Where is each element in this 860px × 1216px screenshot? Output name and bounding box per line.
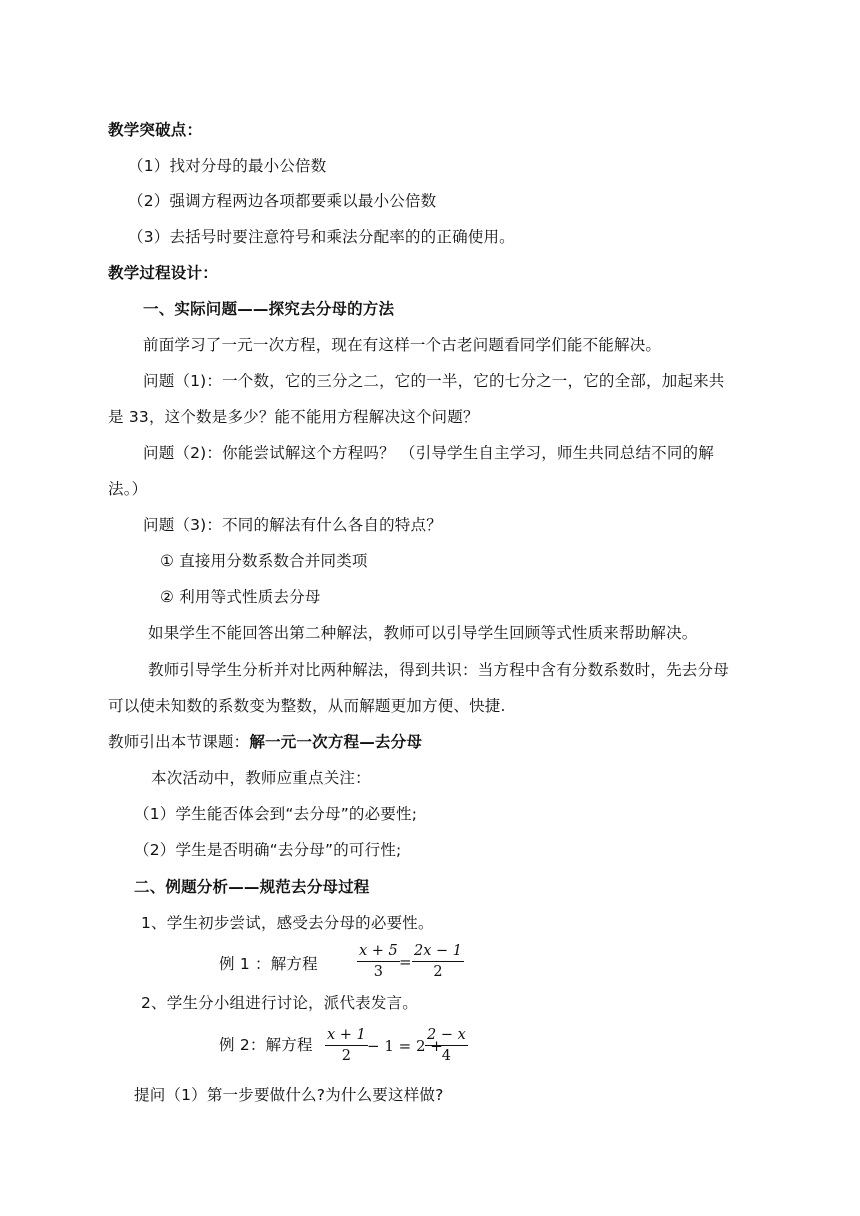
method-1: ① 直接用分数系数合并同类项 (160, 552, 368, 570)
example-1-right-fraction (412, 942, 464, 981)
example-1-equals: = (399, 953, 412, 971)
example-2-middle-expression: − 1 = 2 + (367, 1037, 443, 1055)
intro-paragraph: 前面学习了一元一次方程，现在有这样一个古老问题看同学们能不能解决。 (143, 336, 662, 354)
focus-intro: 本次活动中，教师应重点关注： (151, 769, 371, 787)
example-1-left-denominator: 3 (373, 964, 383, 980)
example-2-right-numerator: 2 − x (425, 1026, 468, 1046)
example-2-right-fraction (425, 1026, 468, 1065)
example-1-left-numerator: x + 5 (357, 942, 400, 962)
question-2-line-1: 问题（2)：你能尝试解这个方程吗？ （引导学生自主学习，师生共同总结不同的解 (143, 444, 714, 462)
question-1-line-2: 是 33，这个数是多少？能不能用方程解决这个问题？ (108, 408, 479, 426)
example-2-label: 例 2：解方程 (219, 1036, 313, 1054)
example-1-right-numerator: 2x − 1 (412, 942, 464, 962)
focus-item-2: （2）学生是否明确“去分母”的可行性; (134, 841, 402, 859)
breakthrough-item-2: （2）强调方程两边各项都要乘以最小公倍数 (128, 192, 437, 210)
breakthrough-item-3: （3）去括号时要注意符号和乘法分配率的的正确使用。 (128, 228, 515, 246)
question-3: 问题（3)：不同的解法有什么各自的特点？ (143, 516, 442, 534)
example-1-left-fraction (357, 942, 400, 981)
process-heading: 教学过程设计： (108, 264, 218, 282)
question-prompt: 提问（1）第一步要做什么?为什么要这样做? (134, 1086, 444, 1104)
example-2-left-denominator: 2 (341, 1048, 351, 1064)
section2-title: 二、例题分析——规范去分母过程 (134, 878, 370, 896)
question-1-line-1: 问题（1)：一个数，它的三分之二，它的一半，它的七分之一，它的全部，加起来共 (143, 372, 725, 390)
guide-paragraph-line-1: 教师引导学生分析并对比两种解法，得到共识：当方程中含有分数系数时，先去分母 (148, 661, 729, 679)
section1-title: 一、实际问题——探究去分母的方法 (143, 300, 395, 318)
example-1-right-denominator: 2 (433, 964, 443, 980)
example-2-left-numerator: x + 1 (325, 1026, 368, 1046)
breakthrough-heading: 教学突破点： (108, 121, 203, 139)
lesson-topic-title: 解一元一次方程—去分母 (249, 733, 423, 751)
breakthrough-item-1: （1）找对分母的最小公倍数 (128, 157, 327, 175)
example-1-label: 例 1 ：解方程 (219, 955, 318, 973)
lesson-topic (108, 732, 422, 752)
step-1: 1、学生初步尝试，感受去分母的必要性。 (141, 914, 434, 932)
example-2-right-denominator: 4 (441, 1048, 451, 1064)
lesson-topic-prefix: 教师引出本节课题： (108, 733, 250, 751)
hint-paragraph: 如果学生不能回答出第二种解法，教师可以引导学生回顾等式性质来帮助解决。 (148, 624, 698, 642)
focus-item-1: （1）学生能否体会到“去分母”的必要性; (134, 805, 418, 823)
guide-paragraph-line-2: 可以使未知数的系数变为整数，从而解题更加方便、快捷. (108, 697, 506, 715)
step-2: 2、学生分小组进行讨论，派代表发言。 (141, 994, 418, 1012)
method-2: ② 利用等式性质去分母 (160, 588, 321, 606)
question-2-line-2: 法。） (108, 480, 148, 498)
example-2-left-fraction (325, 1026, 368, 1065)
